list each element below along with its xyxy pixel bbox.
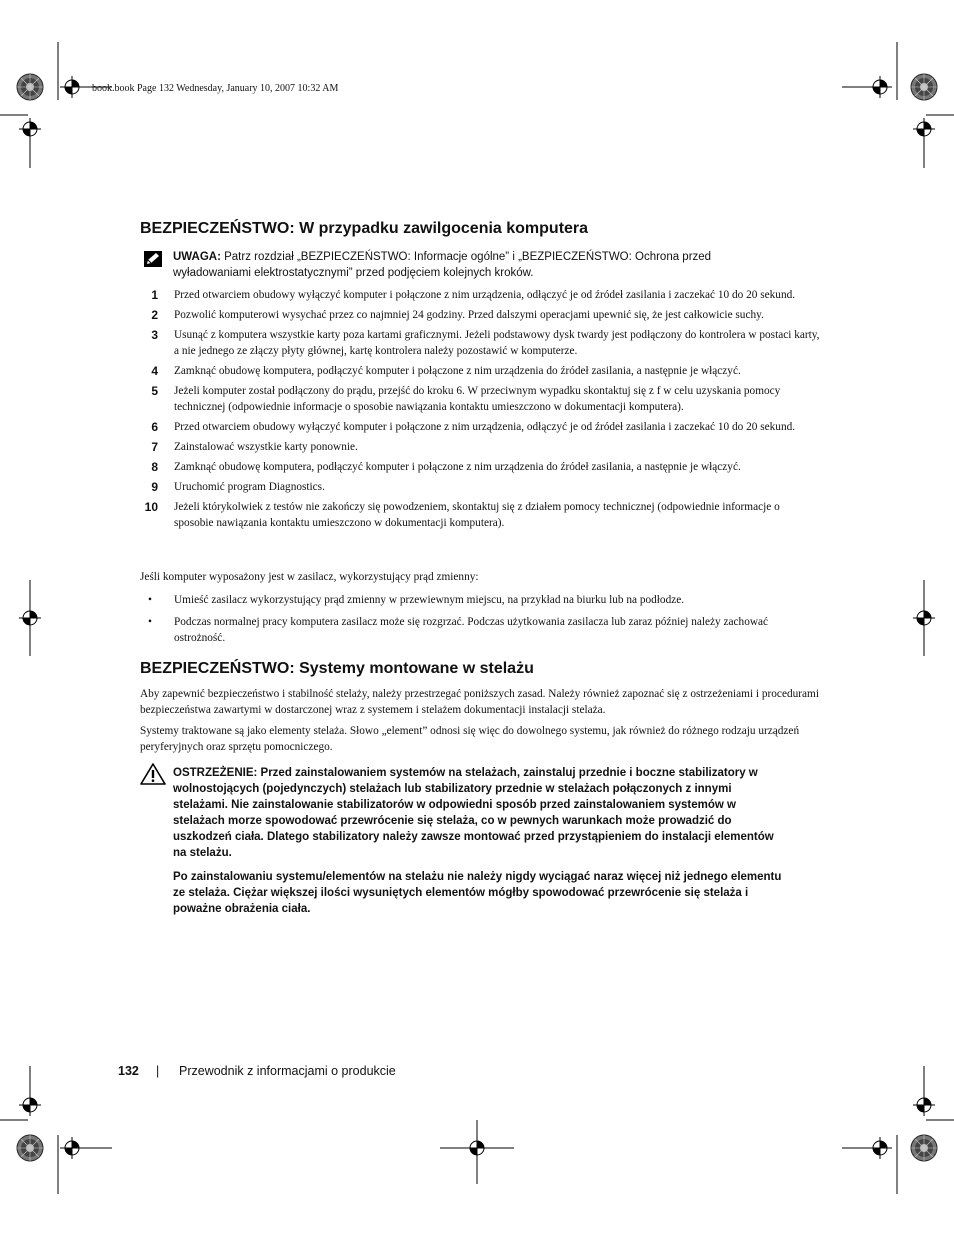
step-number: 10 <box>144 500 158 514</box>
step-text: Pozwolić komputerowi wysychać przez co najmniej 24 godziny. Przed dalszymi operacjami upewnić się, że jest całkowicie suchy. <box>174 309 764 321</box>
list-item <box>140 327 820 359</box>
rack-paragraph-2: Systemy traktowane są jako elementy stelaża. Słowo „element” odnosi się więc do dowolnego systemu, jak również do różnego rodzaju urządzeń peryferyjnych oraz sprzętu pomocniczego. <box>140 725 800 753</box>
list-item <box>140 592 820 608</box>
list-item <box>140 307 820 323</box>
step-number: 1 <box>151 288 158 302</box>
step-number: 6 <box>151 420 158 434</box>
bullet-text: Podczas normalnej pracy komputera zasilacz może się rozgrzać. Podczas użytkowania zasilacza lub zaraz później należy zachować ostrożność. <box>174 616 769 644</box>
step-number: 8 <box>151 460 158 474</box>
starburst-mark-icon <box>17 74 43 100</box>
list-item <box>140 419 820 435</box>
step-number: 7 <box>151 440 158 454</box>
step-number: 2 <box>151 308 158 322</box>
step-text: Przed otwarciem obudowy wyłączyć komputer i połączone z nim urządzenia, odłączyć je od źródeł zasilania i zaczekać 10 do 20 sekund. <box>174 289 796 301</box>
section-title-rack: BEZPIECZEŃSTWO: Systemy montowane w stelażu <box>140 660 534 677</box>
step-text: Przed otwarciem obudowy wyłączyć komputer i połączone z nim urządzenia, odłączyć je od źródeł zasilania i zaczekać 10 do 20 sekund. <box>174 421 796 433</box>
step-text: Uruchomić program Diagnostics. <box>174 481 325 493</box>
step-text: Jeżeli którykolwiek z testów nie zakończy się powodzeniem, skontaktuj się z działem pomocy technicznej (odpowiednie informacje o sposobie nawiązania kontaktu umieszczono w dokumentacji komputera). <box>174 501 780 529</box>
list-item <box>140 459 820 475</box>
page-number: 132 <box>118 1064 139 1078</box>
bullet-text: Umieść zasilacz wykorzystujący prąd zmienny w przewiewnym miejscu, na przykład na biurku lub na podłodze. <box>174 594 685 606</box>
footer-title: Przewodnik z informacjami o produkcie <box>179 1064 396 1078</box>
warning-paragraph-1: OSTRZEŻENIE: Przed zainstalowaniem systemów na stelażach, zainstaluj przednie i boczne stabilizatory w wolnostojących (pojedynczych) stelażach lub stabilizatory przednie w stelażach połączonych z innymi stelażami. Nie zainstalowanie stabilizatorów w odpowiedni sposób przed zainstalowaniem systemów w stelażach morze spowodować przewrócenie się stelaża, co w pewnych warunkach może prowadzić do uszkodzeń ciała. Dlatego stabilizatory należy zawsze montować przed przystąpieniem do instalacji elementów na stelażu. <box>173 767 774 859</box>
warning-paragraph-2: Po zainstalowaniu systemu/elementów na stelażu nie należy nigdy wyciągać naraz więcej niż jednego elementu ze stelaża. Ciężar większej ilości wysuniętych elementów mógłby spowodować przewrócenie się stelaża i poważne obrażenia ciała. <box>173 871 782 915</box>
list-item <box>140 287 820 303</box>
starburst-mark-icon <box>17 1135 43 1161</box>
step-text: Zamknąć obudowę komputera, podłączyć komputer i połączone z nim urządzenia do źródeł zasilania, a następnie je włączyć. <box>174 461 741 473</box>
warning-text <box>173 765 788 925</box>
note-body: Patrz rozdział „BEZPIECZEŃSTWO: Informacje ogólne” i „BEZPIECZEŃSTWO: Ochrona przed wyładowaniami elektrostatycznymi” przed podjęciem kolejnych kroków. <box>173 251 712 279</box>
step-number: 4 <box>151 364 158 378</box>
warning-triangle-icon <box>140 763 166 785</box>
step-number: 9 <box>151 480 158 494</box>
pencil-note-icon <box>144 251 162 267</box>
step-text: Usunąć z komputera wszystkie karty poza kartami graficznymi. Jeżeli podstawowy dysk twardy jest podłączony do kontrolera w postaci karty, a nie jednego ze złączy płyty głównej, kartę kontrolera należy pozostawić w komputerze. <box>174 329 820 357</box>
moisture-steps-list <box>140 287 820 535</box>
list-item <box>140 499 820 531</box>
bullet-icon: • <box>148 594 152 606</box>
bullet-icon: • <box>148 616 152 628</box>
footer-separator: | <box>156 1064 160 1078</box>
step-number: 3 <box>151 328 158 342</box>
list-item <box>140 363 820 379</box>
step-number: 5 <box>151 384 158 398</box>
step-text: Jeżeli komputer został podłączony do prądu, przejść do kroku 6. W przeciwnym wypadku skontaktuj się z f w celu uzyskania pomocy technicznej (odpowiednie informacje o sposobie nawiązania kontaktu umieszczono w dokumentacji komputera). <box>174 385 781 413</box>
list-item <box>140 479 820 495</box>
list-item <box>140 439 820 455</box>
section-title-moisture: BEZPIECZEŃSTWO: W przypadku zawilgocenia komputera <box>140 220 589 237</box>
note-text <box>173 249 783 281</box>
list-item <box>140 614 820 646</box>
note-label: UWAGA: <box>173 251 221 263</box>
list-item <box>140 383 820 415</box>
step-text: Zamknąć obudowę komputera, podłączyć komputer i połączone z nim urządzenia do źródeł zasilania, a następnie je włączyć. <box>174 365 741 377</box>
print-header-line: book.book Page 132 Wednesday, January 10, 2007 10:32 AM <box>92 83 339 94</box>
starburst-mark-icon <box>911 1135 937 1161</box>
ac-adapter-bullets <box>140 592 820 652</box>
step-text: Zainstalować wszystkie karty ponownie. <box>174 441 358 453</box>
ac-adapter-intro: Jeśli komputer wyposażony jest w zasilacz, wykorzystujący prąd zmienny: <box>140 571 479 583</box>
rack-paragraph-1: Aby zapewnić bezpieczeństwo i stabilność stelaży, należy przestrzegać poniższych zasad. Należy również zapoznać się z ostrzeżeniami i procedurami bezpieczeństwa zawartymi w dostarczonej wraz z systemem i stelażem dokumentacji instalacji stelaża. <box>140 688 819 716</box>
starburst-mark-icon <box>911 74 937 100</box>
